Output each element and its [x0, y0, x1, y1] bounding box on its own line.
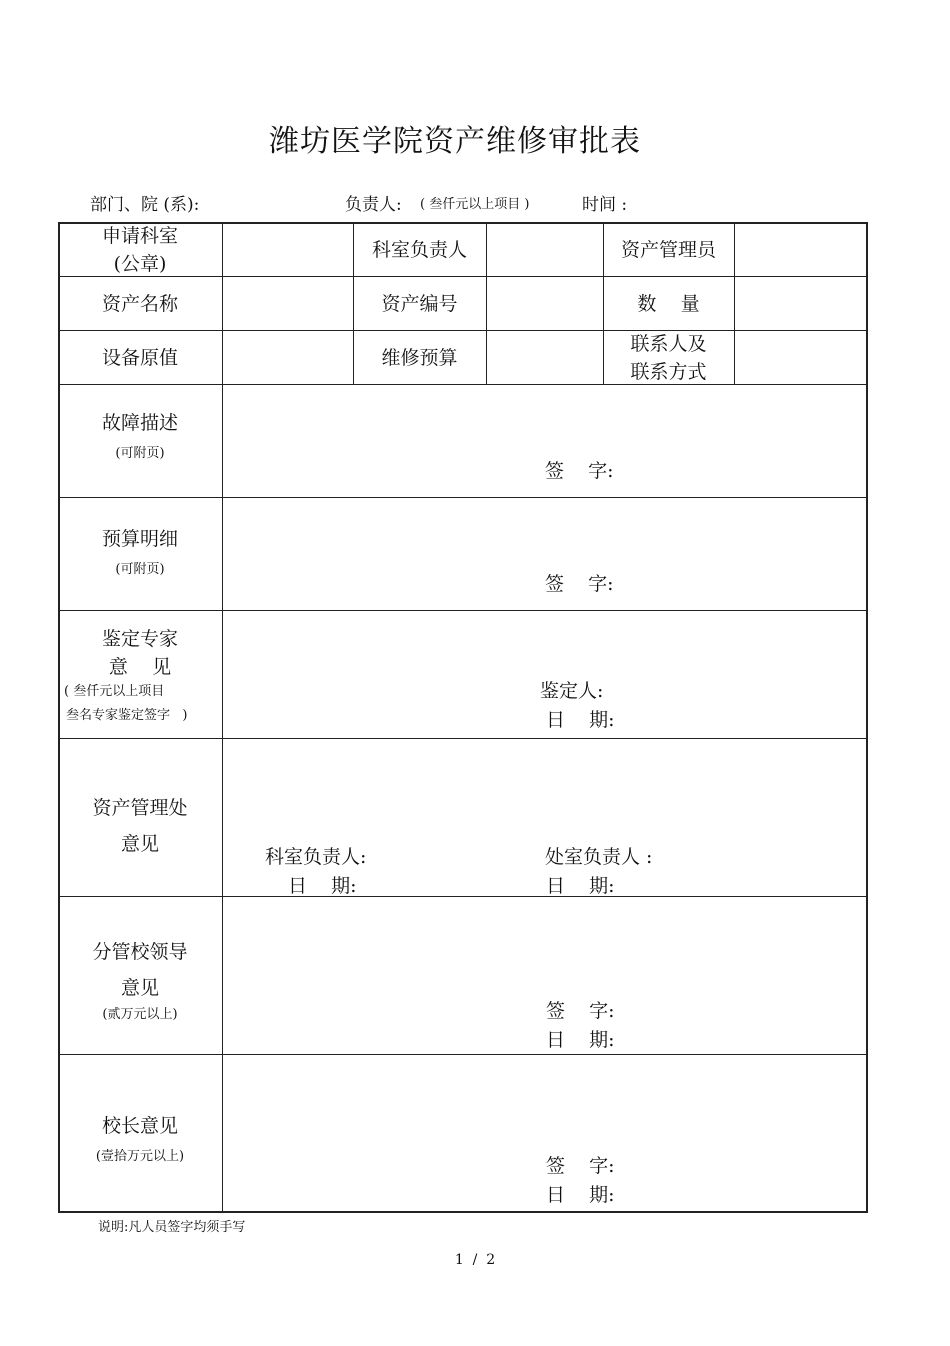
leader-label: 分管校领导	[92, 941, 188, 963]
fault-desc-label: 故障描述	[101, 412, 178, 434]
leader-threshold-note: (贰万元以上)	[102, 1007, 178, 1022]
leader-signature-label: 签 字:	[546, 1000, 615, 1022]
time-label: 时间 :	[582, 195, 628, 215]
expert-opinion-label: 意 见	[108, 656, 172, 678]
leader-date-label: 日 期:	[546, 1029, 615, 1051]
manager-label: 负责人:	[345, 195, 402, 215]
dept-label: 部门、院 (系):	[90, 195, 200, 215]
dept-head-label: 科室负责人	[371, 238, 467, 261]
expert-note-line2: 叁名专家鉴定签字 )	[66, 708, 188, 723]
president-threshold-note: (壹拾万元以上)	[95, 1149, 185, 1164]
signature-note: 说明:凡人员签字均须手写	[98, 1220, 246, 1235]
office-dept-date-label: 日 期:	[288, 875, 357, 897]
president-label: 校长意见	[101, 1115, 178, 1137]
expert-note-line1: ( 叁仟元以上项目	[64, 684, 165, 699]
fault-attach-note: (可附页)	[115, 446, 165, 461]
leader-opinion-label: 意见	[120, 977, 159, 999]
president-signature-label: 签 字:	[546, 1155, 615, 1177]
asset-name-label: 资产名称	[101, 293, 178, 315]
apply-dept-seal-note: (公章)	[113, 252, 167, 275]
manager-note: ( 叁仟元以上项目 )	[420, 197, 530, 212]
contact-label-line2: 联系方式	[630, 361, 707, 383]
asset-office-opinion-label: 意见	[120, 833, 159, 855]
fault-signature-label: 签 字:	[545, 460, 614, 482]
contact-label-line1: 联系人及	[630, 333, 707, 355]
asset-admin-label: 资产管理员	[620, 238, 716, 261]
expert-label: 鉴定专家	[101, 628, 178, 650]
quantity-label: 数 量	[637, 293, 700, 315]
form-title: 潍坊医学院资产维修审批表	[269, 124, 641, 159]
budget-detail-label: 预算明细	[101, 528, 178, 550]
page-number: 1 / 2	[454, 1252, 496, 1268]
office-dept-head-label: 科室负责人:	[265, 846, 367, 868]
expert-date-label: 日 期:	[546, 709, 615, 731]
office-date-label: 日 期:	[546, 875, 615, 897]
office-head-label: 处室负责人 :	[545, 846, 653, 868]
president-date-label: 日 期:	[546, 1184, 615, 1206]
budget-signature-label: 签 字:	[545, 573, 614, 595]
asset-office-label: 资产管理处	[92, 797, 188, 819]
appraiser-label: 鉴定人:	[540, 680, 604, 702]
original-value-label: 设备原值	[101, 347, 178, 369]
budget-attach-note: (可附页)	[115, 562, 165, 577]
asset-no-label: 资产编号	[381, 293, 458, 315]
repair-budget-label: 维修预算	[381, 347, 458, 369]
apply-dept-label: 申请科室	[101, 224, 178, 247]
